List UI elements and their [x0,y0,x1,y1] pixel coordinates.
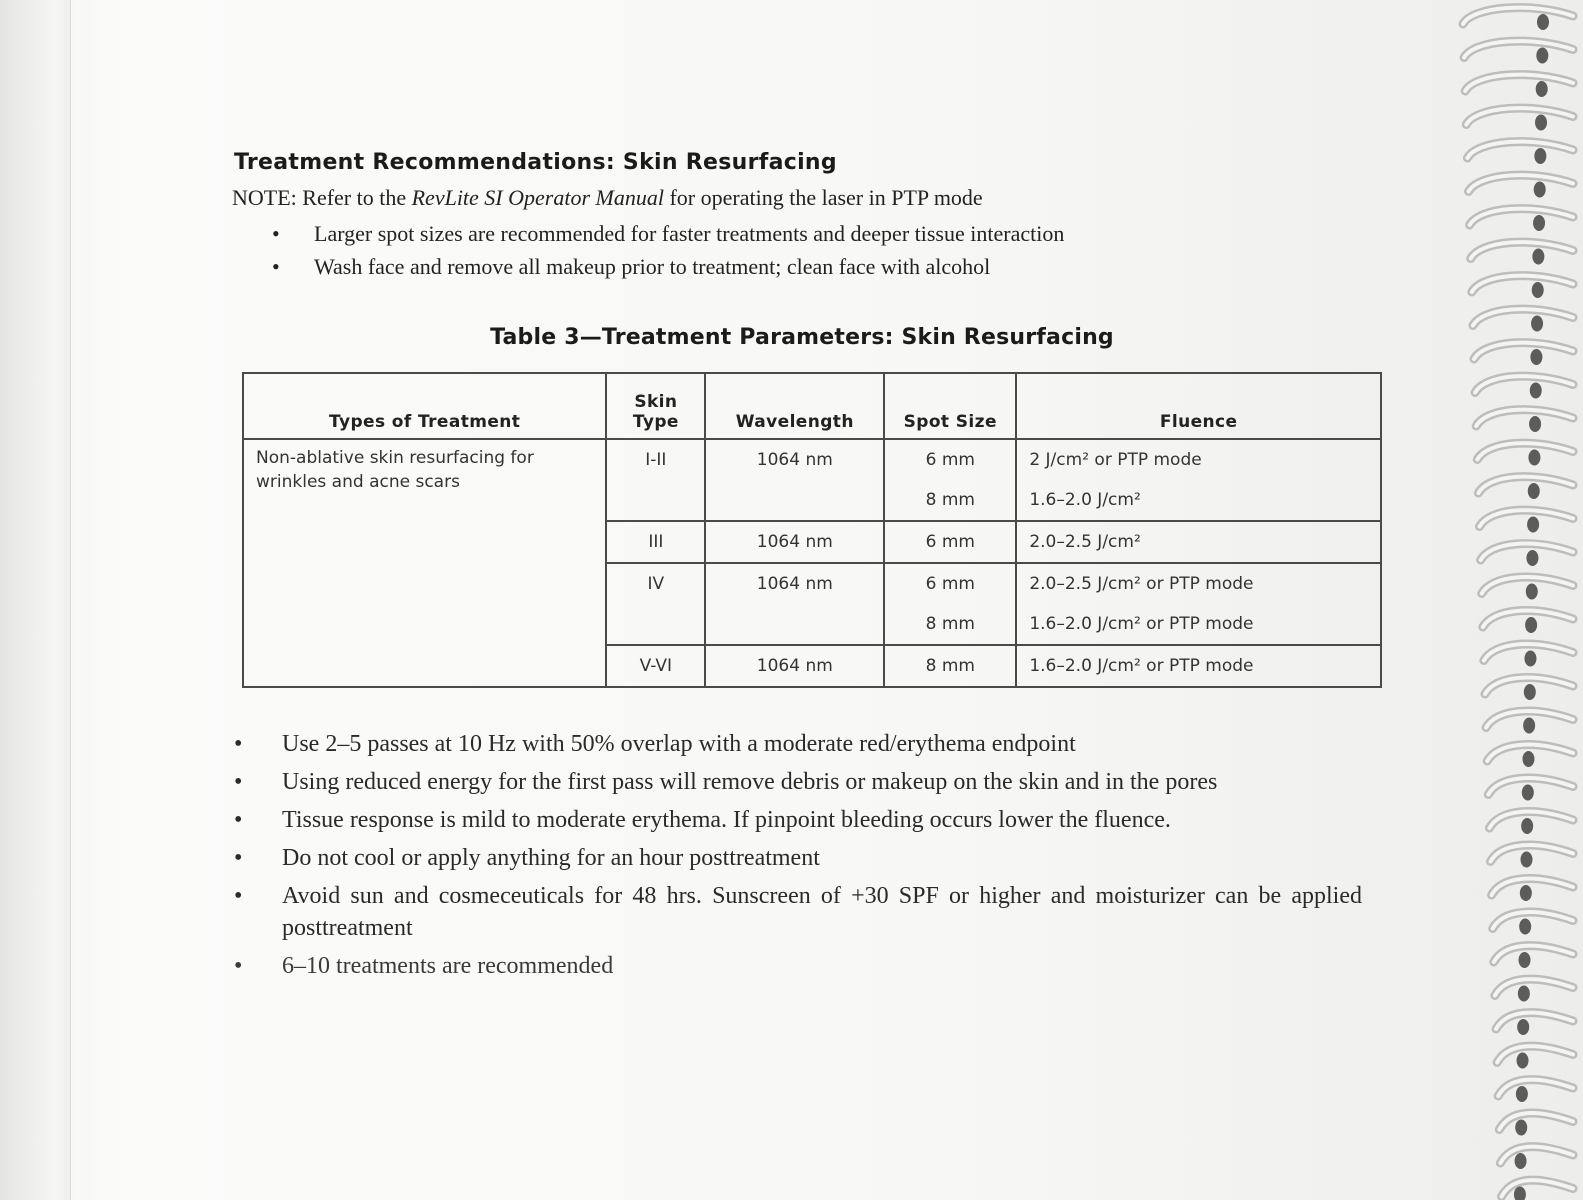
binding-hole [1535,115,1547,131]
binding-hole [1533,215,1545,231]
section-heading: Treatment Recommendations: Skin Resurfacing [234,150,837,175]
binding-hole [1524,684,1536,700]
binding-hole [1530,383,1542,399]
list-item: • Do not cool or apply anything for an hour posttreatment [232,842,1362,874]
wavelength-cell: 1064 nm [705,439,884,521]
binding-coil [1500,1147,1573,1163]
binding-hole [1523,718,1535,734]
binding-coil [1495,979,1573,995]
binding-hole [1532,249,1544,265]
binding-hole [1536,48,1548,64]
binding-hole [1536,81,1548,97]
binding-hole [1532,282,1544,298]
binding-hole [1526,584,1538,600]
skin-type-cell: I-II [606,439,705,521]
manual-title: RevLite SI Operator Manual [411,185,664,210]
fluence-cell: 1.6–2.0 J/cm² [1016,480,1381,521]
wavelength-cell: 1064 nm [705,645,884,687]
skin-type-cell: IV [606,563,705,645]
table-row [243,439,1381,480]
binding-hole [1521,852,1533,868]
binding-hole [1534,148,1546,164]
binding-hole [1517,1053,1529,1069]
list-item: • Using reduced energy for the first pass will remove debris or makeup on the skin and in the pores [232,766,1362,798]
spot-size-cell: 6 mm [884,439,1016,480]
binding-hole [1524,651,1536,667]
spot-size-cell: 8 mm [884,604,1016,645]
binding-hole [1534,182,1546,198]
list-item: • Avoid sun and cosmeceuticals for 48 hrs. Sunscreen of +30 SPF or higher and moisturizer can be applied posttreatment [232,880,1362,944]
binding-coil [1493,912,1573,928]
treatment-parameters-table [242,372,1382,688]
binding-hole [1516,1086,1528,1102]
page-content [232,150,1382,988]
note-suffix: for operating the laser in PTP mode [663,185,983,210]
binding-hole [1522,751,1534,767]
binding-coil [1492,879,1573,895]
binding-hole [1529,416,1541,432]
fluence-cell: 1.6–2.0 J/cm² or PTP mode [1016,645,1381,687]
facing-page-edge [0,0,71,1200]
binding-hole [1520,885,1532,901]
treatment-type-cell: Non-ablative skin resurfacing for wrinkles and acne scars [243,439,606,687]
note-line [232,185,1382,211]
list-item: • Tissue response is mild to moderate erythema. If pinpoint bleeding occurs lower the fluence. [232,804,1362,836]
binding-hole [1518,986,1530,1002]
binding-hole [1527,517,1539,533]
binding-hole [1531,316,1543,332]
binding-coil [1502,1180,1574,1196]
binding-hole [1519,952,1531,968]
binding-hole [1521,818,1533,834]
binding-hole [1530,349,1542,365]
fluence-cell: 2 J/cm² or PTP mode [1016,439,1381,480]
binding-coil [1494,946,1573,962]
spot-size-cell: 6 mm [884,563,1016,604]
fluence-cell: 1.6–2.0 J/cm² or PTP mode [1016,604,1381,645]
list-item: • Larger spot sizes are recommended for faster treatments and deeper tissue interaction [232,217,1382,250]
skin-type-cell: V-VI [606,645,705,687]
procedure-bullet-list [232,728,1382,982]
wavelength-cell: 1064 nm [705,521,884,563]
binding-hole [1514,1187,1526,1200]
spot-size-cell: 6 mm [884,521,1016,563]
binding-coil [1496,1013,1573,1029]
header-spot-size: Spot Size [884,373,1016,439]
note-prefix: NOTE: Refer to the [232,185,412,210]
binding-coil [1497,1046,1573,1062]
fluence-cell: 2.0–2.5 J/cm² or PTP mode [1016,563,1381,604]
header-wavelength: Wavelength [705,373,884,439]
binding-hole [1525,617,1537,633]
list-item: • Wash face and remove all makeup prior to treatment; clean face with alcohol [232,250,1382,283]
binding-hole [1528,483,1540,499]
binding-hole [1519,919,1531,935]
header-skin-type: Skin Type [606,373,705,439]
header-treatment: Types of Treatment [243,373,606,439]
binding-coil [1498,1080,1573,1096]
header-fluence: Fluence [1016,373,1381,439]
binding-hole [1517,1019,1529,1035]
fluence-cell: 2.0–2.5 J/cm² [1016,521,1381,563]
spiral-binding [1443,0,1583,1200]
prep-bullet-list [232,217,1382,283]
wavelength-cell: 1064 nm [705,563,884,645]
spot-size-cell: 8 mm [884,480,1016,521]
binding-hole [1526,550,1538,566]
binding-hole [1515,1153,1527,1169]
binding-hole [1522,785,1534,801]
spot-size-cell: 8 mm [884,645,1016,687]
binding-hole [1528,450,1540,466]
binding-hole [1515,1120,1527,1136]
list-item: • Use 2–5 passes at 10 Hz with 50% overlap with a moderate red/erythema endpoint [232,728,1362,760]
table-title: Table 3—Treatment Parameters: Skin Resurfacing [490,325,1114,350]
table-header-row [243,373,1381,439]
skin-type-cell: III [606,521,705,563]
binding-hole [1537,14,1549,30]
binding-coil [1499,1113,1573,1129]
list-item: • 6–10 treatments are recommended [232,950,1362,982]
